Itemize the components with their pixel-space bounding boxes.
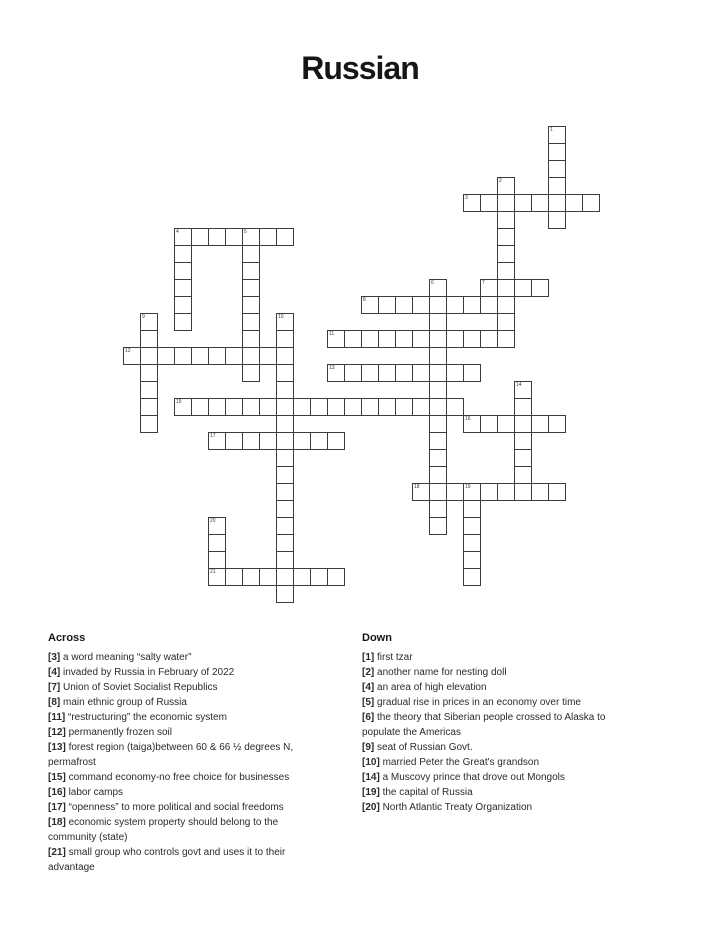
clue-number: [4] <box>48 667 61 678</box>
grid-cell[interactable] <box>327 330 345 348</box>
cell-number: 13 <box>329 365 335 371</box>
cell-number: 17 <box>210 433 216 439</box>
grid-cell[interactable] <box>276 330 294 348</box>
grid-cell[interactable] <box>514 381 532 399</box>
clue-number: [20] <box>362 802 380 813</box>
grid-cell[interactable] <box>429 364 447 382</box>
grid-cell[interactable] <box>429 466 447 484</box>
grid-cell[interactable] <box>480 415 498 433</box>
grid-cell[interactable] <box>242 279 260 297</box>
grid-cell[interactable] <box>242 262 260 280</box>
cell-number: 14 <box>516 382 522 388</box>
grid-cell[interactable] <box>463 296 481 314</box>
grid-cell[interactable] <box>378 398 396 416</box>
grid-cell[interactable] <box>531 483 549 501</box>
grid-cell[interactable] <box>514 398 532 416</box>
grid-cell[interactable] <box>497 245 515 263</box>
grid-cell[interactable] <box>276 313 294 331</box>
grid-cell[interactable] <box>548 415 566 433</box>
cell-number: 18 <box>414 484 420 490</box>
grid-cell[interactable] <box>361 398 379 416</box>
clue-item: [4] an area of high elevation <box>362 682 487 693</box>
grid-cell[interactable] <box>310 568 328 586</box>
grid-cell[interactable] <box>548 194 566 212</box>
cell-number: 9 <box>142 314 145 320</box>
grid-cell[interactable] <box>276 415 294 433</box>
grid-cell[interactable] <box>497 279 515 297</box>
clue-number: [11] <box>48 712 66 723</box>
clue-item: [21] small group who controls govt and uses it to their advantage <box>48 847 286 873</box>
clue-number: [14] <box>362 772 380 783</box>
grid-cell[interactable] <box>259 347 277 365</box>
grid-cell[interactable] <box>378 364 396 382</box>
grid-cell[interactable] <box>429 296 447 314</box>
grid-cell[interactable] <box>446 330 464 348</box>
grid-cell[interactable] <box>123 347 141 365</box>
clue-item: [19] the capital of Russia <box>362 787 473 798</box>
grid-cell[interactable] <box>242 296 260 314</box>
grid-cell[interactable] <box>293 398 311 416</box>
grid-cell[interactable] <box>174 313 192 331</box>
grid-cell[interactable] <box>225 432 243 450</box>
cell-number: 15 <box>176 399 182 405</box>
grid-cell[interactable] <box>497 262 515 280</box>
grid-cell[interactable] <box>497 211 515 229</box>
grid-cell[interactable] <box>208 551 226 569</box>
grid-cell[interactable] <box>293 432 311 450</box>
across-clues-section <box>48 632 324 875</box>
clue-item: [5] gradual rise in prices in an economy over time <box>362 697 581 708</box>
grid-cell[interactable] <box>208 568 226 586</box>
grid-cell[interactable] <box>514 432 532 450</box>
grid-cell[interactable] <box>429 500 447 518</box>
clue-number: [18] <box>48 817 66 828</box>
grid-cell[interactable] <box>429 381 447 399</box>
grid-cell[interactable] <box>463 330 481 348</box>
clue-number: [10] <box>362 757 380 768</box>
grid-cell[interactable] <box>276 449 294 467</box>
clue-number: [19] <box>362 787 380 798</box>
grid-cell[interactable] <box>327 568 345 586</box>
clue-item: [3] a word meaning “salty water” <box>48 652 192 663</box>
grid-cell[interactable] <box>548 143 566 161</box>
clue-item: [11] “restructuring” the economic system <box>48 712 227 723</box>
grid-cell[interactable] <box>497 313 515 331</box>
grid-cell[interactable] <box>463 551 481 569</box>
grid-cell[interactable] <box>395 296 413 314</box>
cell-number: 3 <box>465 195 468 201</box>
clue-item: [16] labor camps <box>48 787 124 798</box>
down-clue-list <box>362 650 642 815</box>
clue-number: [12] <box>48 727 66 738</box>
across-clue-list <box>48 650 324 875</box>
grid-cell[interactable] <box>208 228 226 246</box>
down-heading: Down <box>362 632 392 644</box>
grid-cell[interactable] <box>242 313 260 331</box>
clue-item: [20] North Atlantic Treaty Organization <box>362 802 533 813</box>
clue-number: [3] <box>48 652 61 663</box>
grid-cell[interactable] <box>157 347 175 365</box>
grid-cell[interactable] <box>514 194 532 212</box>
crossword-grid <box>123 126 600 603</box>
clue-number: [5] <box>362 697 375 708</box>
grid-cell[interactable] <box>395 330 413 348</box>
grid-cell[interactable] <box>259 432 277 450</box>
grid-cell[interactable] <box>429 432 447 450</box>
clue-item: [1] first tzar <box>362 652 413 663</box>
grid-cell[interactable] <box>140 381 158 399</box>
cell-number: 16 <box>465 416 471 422</box>
clue-number: [9] <box>362 742 375 753</box>
grid-cell[interactable] <box>276 432 294 450</box>
grid-cell[interactable] <box>497 415 515 433</box>
grid-cell[interactable] <box>344 398 362 416</box>
grid-cell[interactable] <box>344 364 362 382</box>
grid-cell[interactable] <box>412 296 430 314</box>
grid-cell[interactable] <box>140 330 158 348</box>
grid-cell[interactable] <box>276 347 294 365</box>
grid-cell[interactable] <box>276 364 294 382</box>
clue-number: [2] <box>362 667 375 678</box>
grid-cell[interactable] <box>276 551 294 569</box>
cell-number: 10 <box>278 314 284 320</box>
grid-cell[interactable] <box>463 534 481 552</box>
grid-cell[interactable] <box>140 347 158 365</box>
clue-item: [2] another name for nesting doll <box>362 667 507 678</box>
clue-number: [13] <box>48 742 66 753</box>
clue-number: [21] <box>48 847 66 858</box>
grid-cell[interactable] <box>225 347 243 365</box>
grid-cell[interactable] <box>463 483 481 501</box>
clue-item: [8] main ethnic group of Russia <box>48 697 187 708</box>
grid-cell[interactable] <box>429 313 447 331</box>
grid-cell[interactable] <box>140 415 158 433</box>
grid-cell[interactable] <box>276 500 294 518</box>
grid-cell[interactable] <box>429 330 447 348</box>
grid-cell[interactable] <box>208 432 226 450</box>
grid-cell[interactable] <box>582 194 600 212</box>
grid-cell[interactable] <box>531 279 549 297</box>
grid-cell[interactable] <box>327 364 345 382</box>
clue-number: [7] <box>48 682 61 693</box>
grid-cell[interactable] <box>242 432 260 450</box>
grid-cell[interactable] <box>259 568 277 586</box>
grid-cell[interactable] <box>548 160 566 178</box>
grid-cell[interactable] <box>259 398 277 416</box>
grid-cell[interactable] <box>480 483 498 501</box>
grid-cell[interactable] <box>412 483 430 501</box>
cell-number: 20 <box>210 518 216 524</box>
grid-cell[interactable] <box>531 194 549 212</box>
grid-cell[interactable] <box>310 398 328 416</box>
clue-item: [9] seat of Russian Govt. <box>362 742 473 753</box>
grid-cell[interactable] <box>225 398 243 416</box>
grid-cell[interactable] <box>208 534 226 552</box>
grid-cell[interactable] <box>276 585 294 603</box>
cell-number: 21 <box>210 569 216 575</box>
grid-cell[interactable] <box>327 398 345 416</box>
grid-cell[interactable] <box>191 228 209 246</box>
clue-item: [14] a Muscovy prince that drove out Mongols <box>362 772 565 783</box>
grid-cell[interactable] <box>446 364 464 382</box>
grid-cell[interactable] <box>276 568 294 586</box>
cell-number: 5 <box>244 229 247 235</box>
across-heading: Across <box>48 632 86 644</box>
grid-cell[interactable] <box>514 415 532 433</box>
grid-cell[interactable] <box>480 296 498 314</box>
grid-cell[interactable] <box>378 330 396 348</box>
cell-number: 12 <box>125 348 131 354</box>
grid-cell[interactable] <box>429 483 447 501</box>
grid-cell[interactable] <box>429 347 447 365</box>
grid-cell[interactable] <box>276 381 294 399</box>
grid-cell[interactable] <box>429 279 447 297</box>
grid-cell[interactable] <box>276 466 294 484</box>
cell-number: 19 <box>465 484 471 490</box>
grid-cell[interactable] <box>514 279 532 297</box>
cell-number: 8 <box>363 297 366 303</box>
clue-number: [16] <box>48 787 66 798</box>
grid-cell[interactable] <box>497 228 515 246</box>
grid-cell[interactable] <box>174 347 192 365</box>
grid-cell[interactable] <box>140 313 158 331</box>
cell-number: 2 <box>499 178 502 184</box>
clue-item: [13] forest region (taiga)between 60 & 66 ½ degrees N, permafrost <box>48 742 294 768</box>
grid-cell[interactable] <box>480 194 498 212</box>
grid-cell[interactable] <box>378 296 396 314</box>
grid-cell[interactable] <box>429 517 447 535</box>
grid-cell[interactable] <box>412 398 430 416</box>
grid-cell[interactable] <box>514 449 532 467</box>
grid-cell[interactable] <box>276 483 294 501</box>
clue-number: [15] <box>48 772 66 783</box>
clue-number: [6] <box>362 712 375 723</box>
grid-cell[interactable] <box>310 432 328 450</box>
grid-cell[interactable] <box>463 364 481 382</box>
grid-cell[interactable] <box>429 415 447 433</box>
grid-cell[interactable] <box>548 126 566 144</box>
grid-cell[interactable] <box>276 534 294 552</box>
grid-cell[interactable] <box>191 347 209 365</box>
grid-cell[interactable] <box>174 245 192 263</box>
grid-cell[interactable] <box>242 364 260 382</box>
grid-cell[interactable] <box>548 483 566 501</box>
grid-cell[interactable] <box>480 330 498 348</box>
down-clues-section <box>362 632 642 815</box>
grid-cell[interactable] <box>463 500 481 518</box>
grid-cell[interactable] <box>174 398 192 416</box>
grid-cell[interactable] <box>548 177 566 195</box>
clue-item: [6] the theory that Siberian people crossed to Alaska to populate the Americas <box>362 712 606 738</box>
clue-item: [10] married Peter the Great's grandson <box>362 757 540 768</box>
grid-cell[interactable] <box>242 330 260 348</box>
grid-cell[interactable] <box>361 330 379 348</box>
grid-cell[interactable] <box>446 483 464 501</box>
cell-number: 6 <box>431 280 434 286</box>
grid-cell[interactable] <box>497 194 515 212</box>
grid-cell[interactable] <box>174 262 192 280</box>
grid-cell[interactable] <box>259 228 277 246</box>
grid-cell[interactable] <box>191 398 209 416</box>
grid-cell[interactable] <box>463 568 481 586</box>
clue-item: [15] command economy-no free choice for businesses <box>48 772 290 783</box>
clue-item: [4] invaded by Russia in February of 2022 <box>48 667 235 678</box>
grid-cell[interactable] <box>208 398 226 416</box>
grid-cell[interactable] <box>497 177 515 195</box>
clue-number: [17] <box>48 802 66 813</box>
grid-cell[interactable] <box>429 449 447 467</box>
clue-item: [12] permanently frozen soil <box>48 727 172 738</box>
grid-cell[interactable] <box>361 296 379 314</box>
grid-cell[interactable] <box>497 483 515 501</box>
grid-cell[interactable] <box>242 568 260 586</box>
grid-cell[interactable] <box>497 330 515 348</box>
grid-cell[interactable] <box>463 517 481 535</box>
clue-item: [7] Union of Soviet Socialist Republics <box>48 682 218 693</box>
grid-cell[interactable] <box>276 398 294 416</box>
grid-cell[interactable] <box>497 296 515 314</box>
grid-cell[interactable] <box>140 398 158 416</box>
grid-cell[interactable] <box>225 228 243 246</box>
grid-cell[interactable] <box>395 398 413 416</box>
cell-number: 11 <box>329 331 335 337</box>
grid-cell[interactable] <box>412 330 430 348</box>
clue-number: [4] <box>362 682 375 693</box>
grid-cell[interactable] <box>344 330 362 348</box>
grid-cell[interactable] <box>276 517 294 535</box>
clue-number: [8] <box>48 697 61 708</box>
grid-cell[interactable] <box>242 228 260 246</box>
grid-cell[interactable] <box>242 347 260 365</box>
clue-item: [18] economic system property should belong to the community (state) <box>48 817 279 843</box>
grid-cell[interactable] <box>565 194 583 212</box>
grid-cell[interactable] <box>174 279 192 297</box>
cell-number: 7 <box>482 280 485 286</box>
grid-cell[interactable] <box>531 415 549 433</box>
grid-cell[interactable] <box>327 432 345 450</box>
grid-cell[interactable] <box>242 245 260 263</box>
grid-cell[interactable] <box>225 568 243 586</box>
page-title: Russian <box>301 50 419 86</box>
cell-number: 4 <box>176 229 179 235</box>
grid-cell[interactable] <box>412 364 430 382</box>
grid-cell[interactable] <box>174 228 192 246</box>
clue-item: [17] “openness” to more political and social freedoms <box>48 802 284 813</box>
grid-cell[interactable] <box>463 194 481 212</box>
cell-number: 1 <box>550 127 553 133</box>
grid-cell[interactable] <box>548 211 566 229</box>
grid-cell[interactable] <box>208 347 226 365</box>
grid-cell[interactable] <box>208 517 226 535</box>
clue-number: [1] <box>362 652 375 663</box>
grid-cell[interactable] <box>140 364 158 382</box>
grid-cell[interactable] <box>514 483 532 501</box>
grid-cell[interactable] <box>463 415 481 433</box>
grid-cell[interactable] <box>276 228 294 246</box>
grid-cell[interactable] <box>361 364 379 382</box>
grid-cell[interactable] <box>174 296 192 314</box>
grid-cell[interactable] <box>429 398 447 416</box>
grid-cell[interactable] <box>446 398 464 416</box>
grid-cell[interactable] <box>480 279 498 297</box>
grid-cell[interactable] <box>446 296 464 314</box>
grid-cell[interactable] <box>293 568 311 586</box>
grid-cell[interactable] <box>242 398 260 416</box>
grid-cell[interactable] <box>514 466 532 484</box>
grid-cell[interactable] <box>395 364 413 382</box>
